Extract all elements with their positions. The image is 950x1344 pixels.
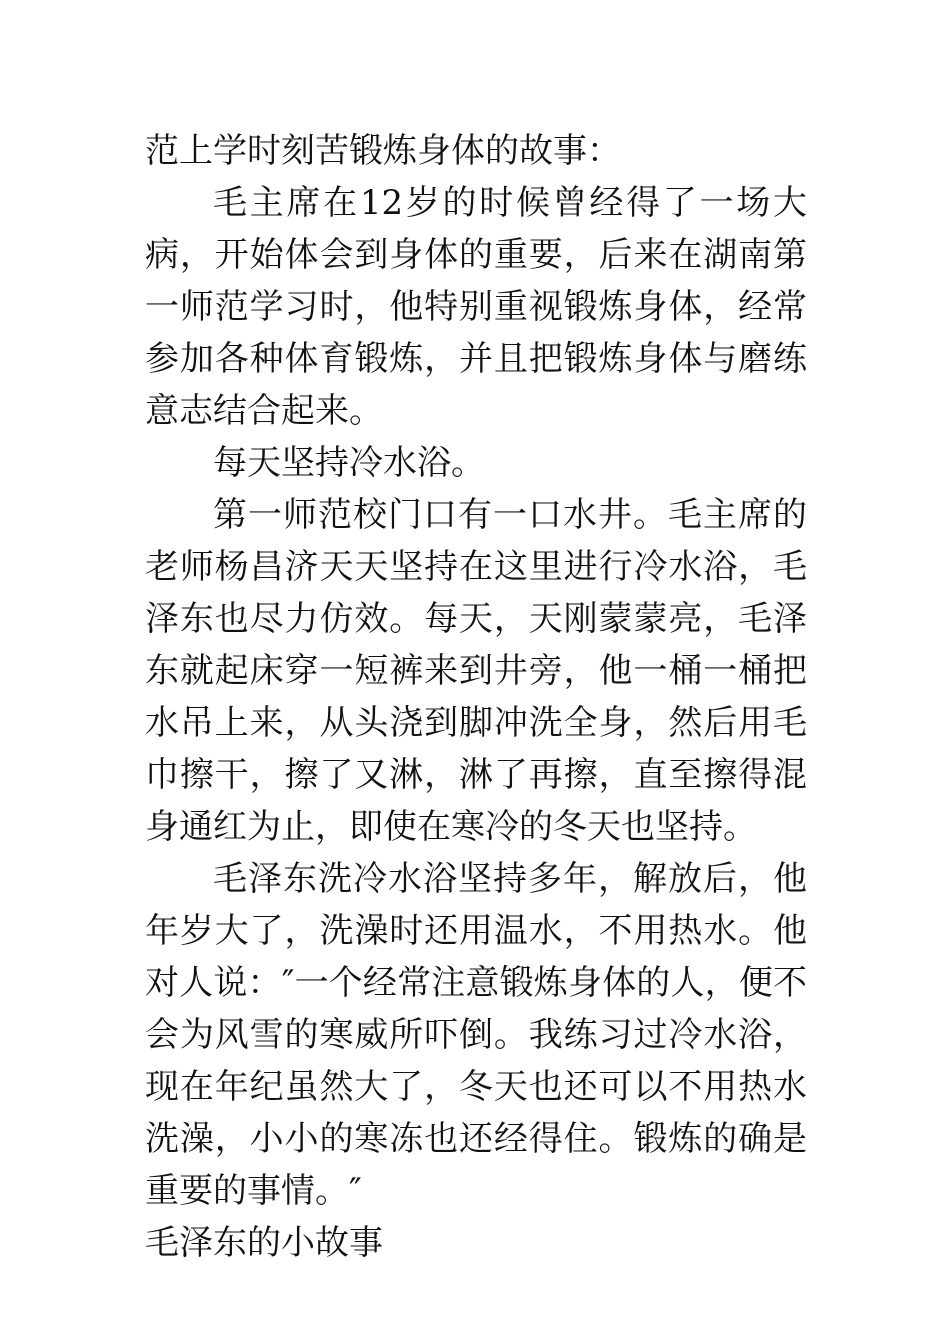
document-body [145, 125, 807, 1269]
paragraph-cold-bath: 每天坚持冷水浴。 [213, 443, 485, 483]
section-heading: 毛泽东的小故事 [145, 1223, 383, 1263]
paragraph-well: 第一师范校门口有一口水井。毛主席的老师杨昌济天天坚持在这里进行冷水浴，毛泽东也尽力仿效。每天，天刚蒙蒙亮，毛泽东就起床穿一短裤来到井旁，他一桶一桶把水吊上来，从头浇到脚冲洗全身，然后用毛巾擦干，擦了又淋，淋了再擦，直至擦得混身通红为止，即使在寒冷的冬天也坚持。 [145, 495, 807, 847]
paragraph-later-years: 毛泽东洗冷水浴坚持多年，解放后，他年岁大了，洗澡时还用温水，不用热水。他对人说：″一个经常注意锻炼身体的人，便不会为风雪的寒威所吓倒。我练习过冷水浴，现在年纪虽然大了，冬天也还可以不用热水洗澡，小小的寒冻也还经得住。锻炼的确是重要的事情。″ [145, 859, 807, 1211]
paragraph-illness: 毛主席在12岁的时候曾经得了一场大病，开始体会到身体的重要，后来在湖南第一师范学习时，他特别重视锻炼身体，经常参加各种体育锻炼，并且把锻炼身体与磨练意志结合起来。 [145, 183, 807, 431]
paragraph-intro: 范上学时刻苦锻炼身体的故事： [145, 131, 621, 171]
